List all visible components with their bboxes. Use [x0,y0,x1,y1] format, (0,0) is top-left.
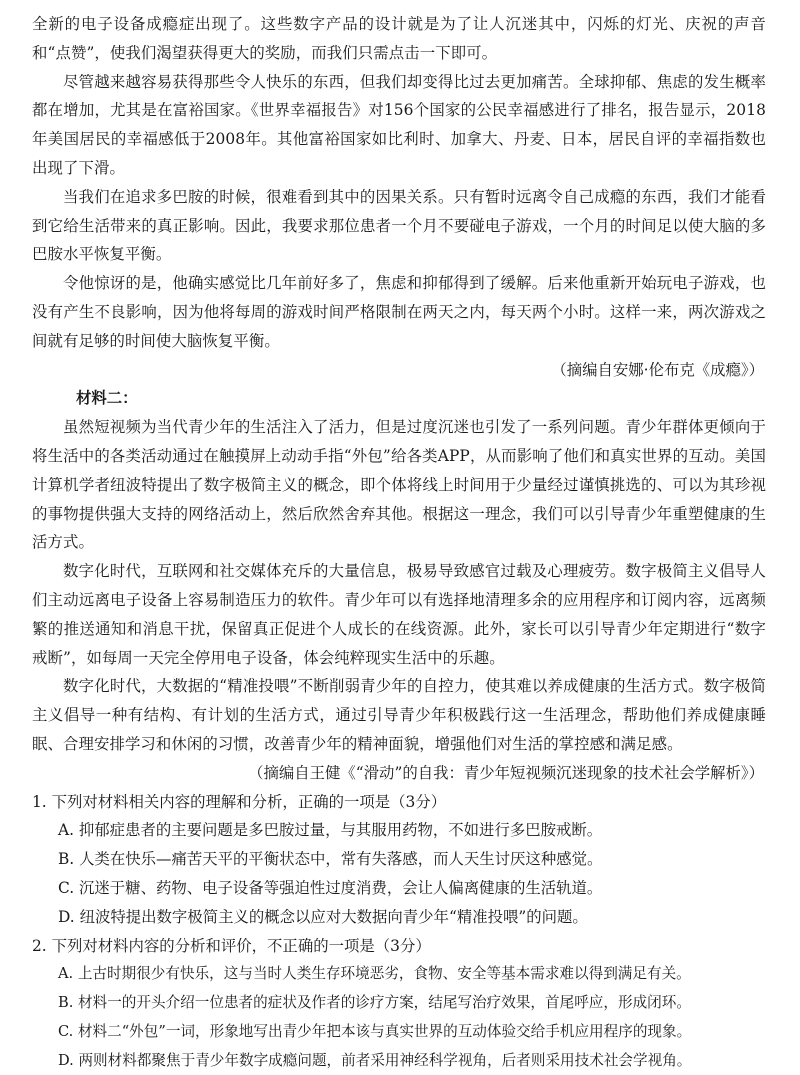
material-one-paragraph: 尽管越来越容易获得那些令人快乐的东西，但我们却变得比过去更加痛苦。全球抑郁、焦虑的发生概率都在增加，尤其是在富裕国家。《世界幸福报告》对156个国家的公民幸福感进行了排名，报告显示，2018年美国居民的幸福感低于2008年。其他富裕国家如比利时、加拿大、丹麦、日本，居民自评的幸福指数也出现了下滑。 [32,68,766,183]
material-one-source: （摘编自安娜·伦布克《成瘾》） [32,356,766,385]
option-a: A. 抑郁症患者的主要问题是多巴胺过量，与其服用药物，不如进行多巴胺戒断。 [32,816,766,845]
option-d: D. 纽波特提出数字极简主义的概念以应对大数据向青少年“精准投喂”的问题。 [32,903,766,932]
material-one-paragraph: 令他惊讶的是，他确实感觉比几年前好多了，焦虑和抑郁得到了缓解。后来他重新开始玩电子游戏，也没有产生不良影响，因为他将每周的游戏时间严格限制在两天之内，每天两个小时。这样一来，两次游戏之间就有足够的时间使大脑恢复平衡。 [32,269,766,355]
question-1 [32,788,766,932]
question-2 [32,932,766,1075]
material-two-paragraph: 数字化时代，互联网和社交媒体充斥的大量信息，极易导致感官过载及心理疲劳。数字极简主义倡导人们主动远离电子设备上容易制造压力的软件。青少年可以有选择地清理多余的应用程序和订阅内容，远离频繁的推送通知和消息干扰，保留真正促进个人成长的在线资源。此外，家长可以引导青少年定期进行“数字戒断”，如每周一天完全停用电子设备，体会纯粹现实生活中的乐趣。 [32,557,766,672]
option-b: B. 材料一的开头介绍一位患者的症状及作者的诊疗方案，结尾写治疗效果，首尾呼应，形成闭环。 [32,989,766,1018]
option-b: B. 人类在快乐—痛苦天平的平衡状态中，常有失落感，而人天生讨厌这种感觉。 [32,845,766,874]
material-two-paragraph: 虽然短视频为当代青少年的生活注入了活力，但是过度沉迷也引发了一系列问题。青少年群体更倾向于将生活中的各类活动通过在触摸屏上动动手指“外包”给各类APP，从而影响了他们和真实世界的互动。美国计算机学者纽波特提出了数字极简主义的概念，即个体将线上时间用于少量经过谨慎挑选的、可以为其珍视的事物提供强大支持的网络活动上，然后欣然舍弃其他。根据这一理念，我们可以引导青少年重塑健康的生活方式。 [32,413,766,557]
material-two-paragraph: 数字化时代，大数据的“精准投喂”不断削弱青少年的自控力，使其难以养成健康的生活方式。数字极简主义倡导一种有结构、有计划的生活方式，通过引导青少年积极践行这一生活理念，帮助他们养成健康睡眠、合理安排学习和休闲的习惯，改善青少年的精神面貌，增强他们对生活的掌控感和满足感。 [32,672,766,758]
option-c: C. 沉迷于糖、药物、电子设备等强迫性过度消费，会让人偏离健康的生活轨道。 [32,874,766,903]
material-one-paragraph: 当我们在追求多巴胺的时候，很难看到其中的因果关系。只有暂时远离令自己成瘾的东西，我们才能看到它给生活带来的真正影响。因此，我要求那位患者一个月不要碰电子游戏，一个月的时间足以使大脑的多巴胺水平恢复平衡。 [32,183,766,269]
material-one [32,0,766,384]
material-two-heading: 材料二： [32,384,766,413]
material-two-source: （摘编自王健《“滑动”的自我：青少年短视频沉迷现象的技术社会学解析》） [32,759,766,788]
option-a: A. 上古时期很少有快乐，这与当时人类生存环境恶劣，食物、安全等基本需求难以得到满足有关。 [32,960,766,989]
option-d: D. 两则材料都聚焦于青少年数字成瘾问题，前者采用神经科学视角，后者则采用技术社会学视角。 [32,1047,766,1075]
question-stem: 2. 下列对材料内容的分析和评价，不正确的一项是（3分） [32,932,766,961]
question-stem: 1. 下列对材料相关内容的理解和分析，正确的一项是（3分） [32,788,766,817]
material-two [32,384,766,787]
option-c: C. 材料二“外包”一词，形象地写出青少年把本该与真实世界的互动体验交给手机应用程序的现象。 [32,1018,766,1047]
material-one-paragraph: 全新的电子设备成瘾症出现了。这些数字产品的设计就是为了让人沉迷其中，闪烁的灯光、庆祝的声音和“点赞”，使我们渴望获得更大的奖励，而我们只需点击一下即可。 [32,10,766,68]
